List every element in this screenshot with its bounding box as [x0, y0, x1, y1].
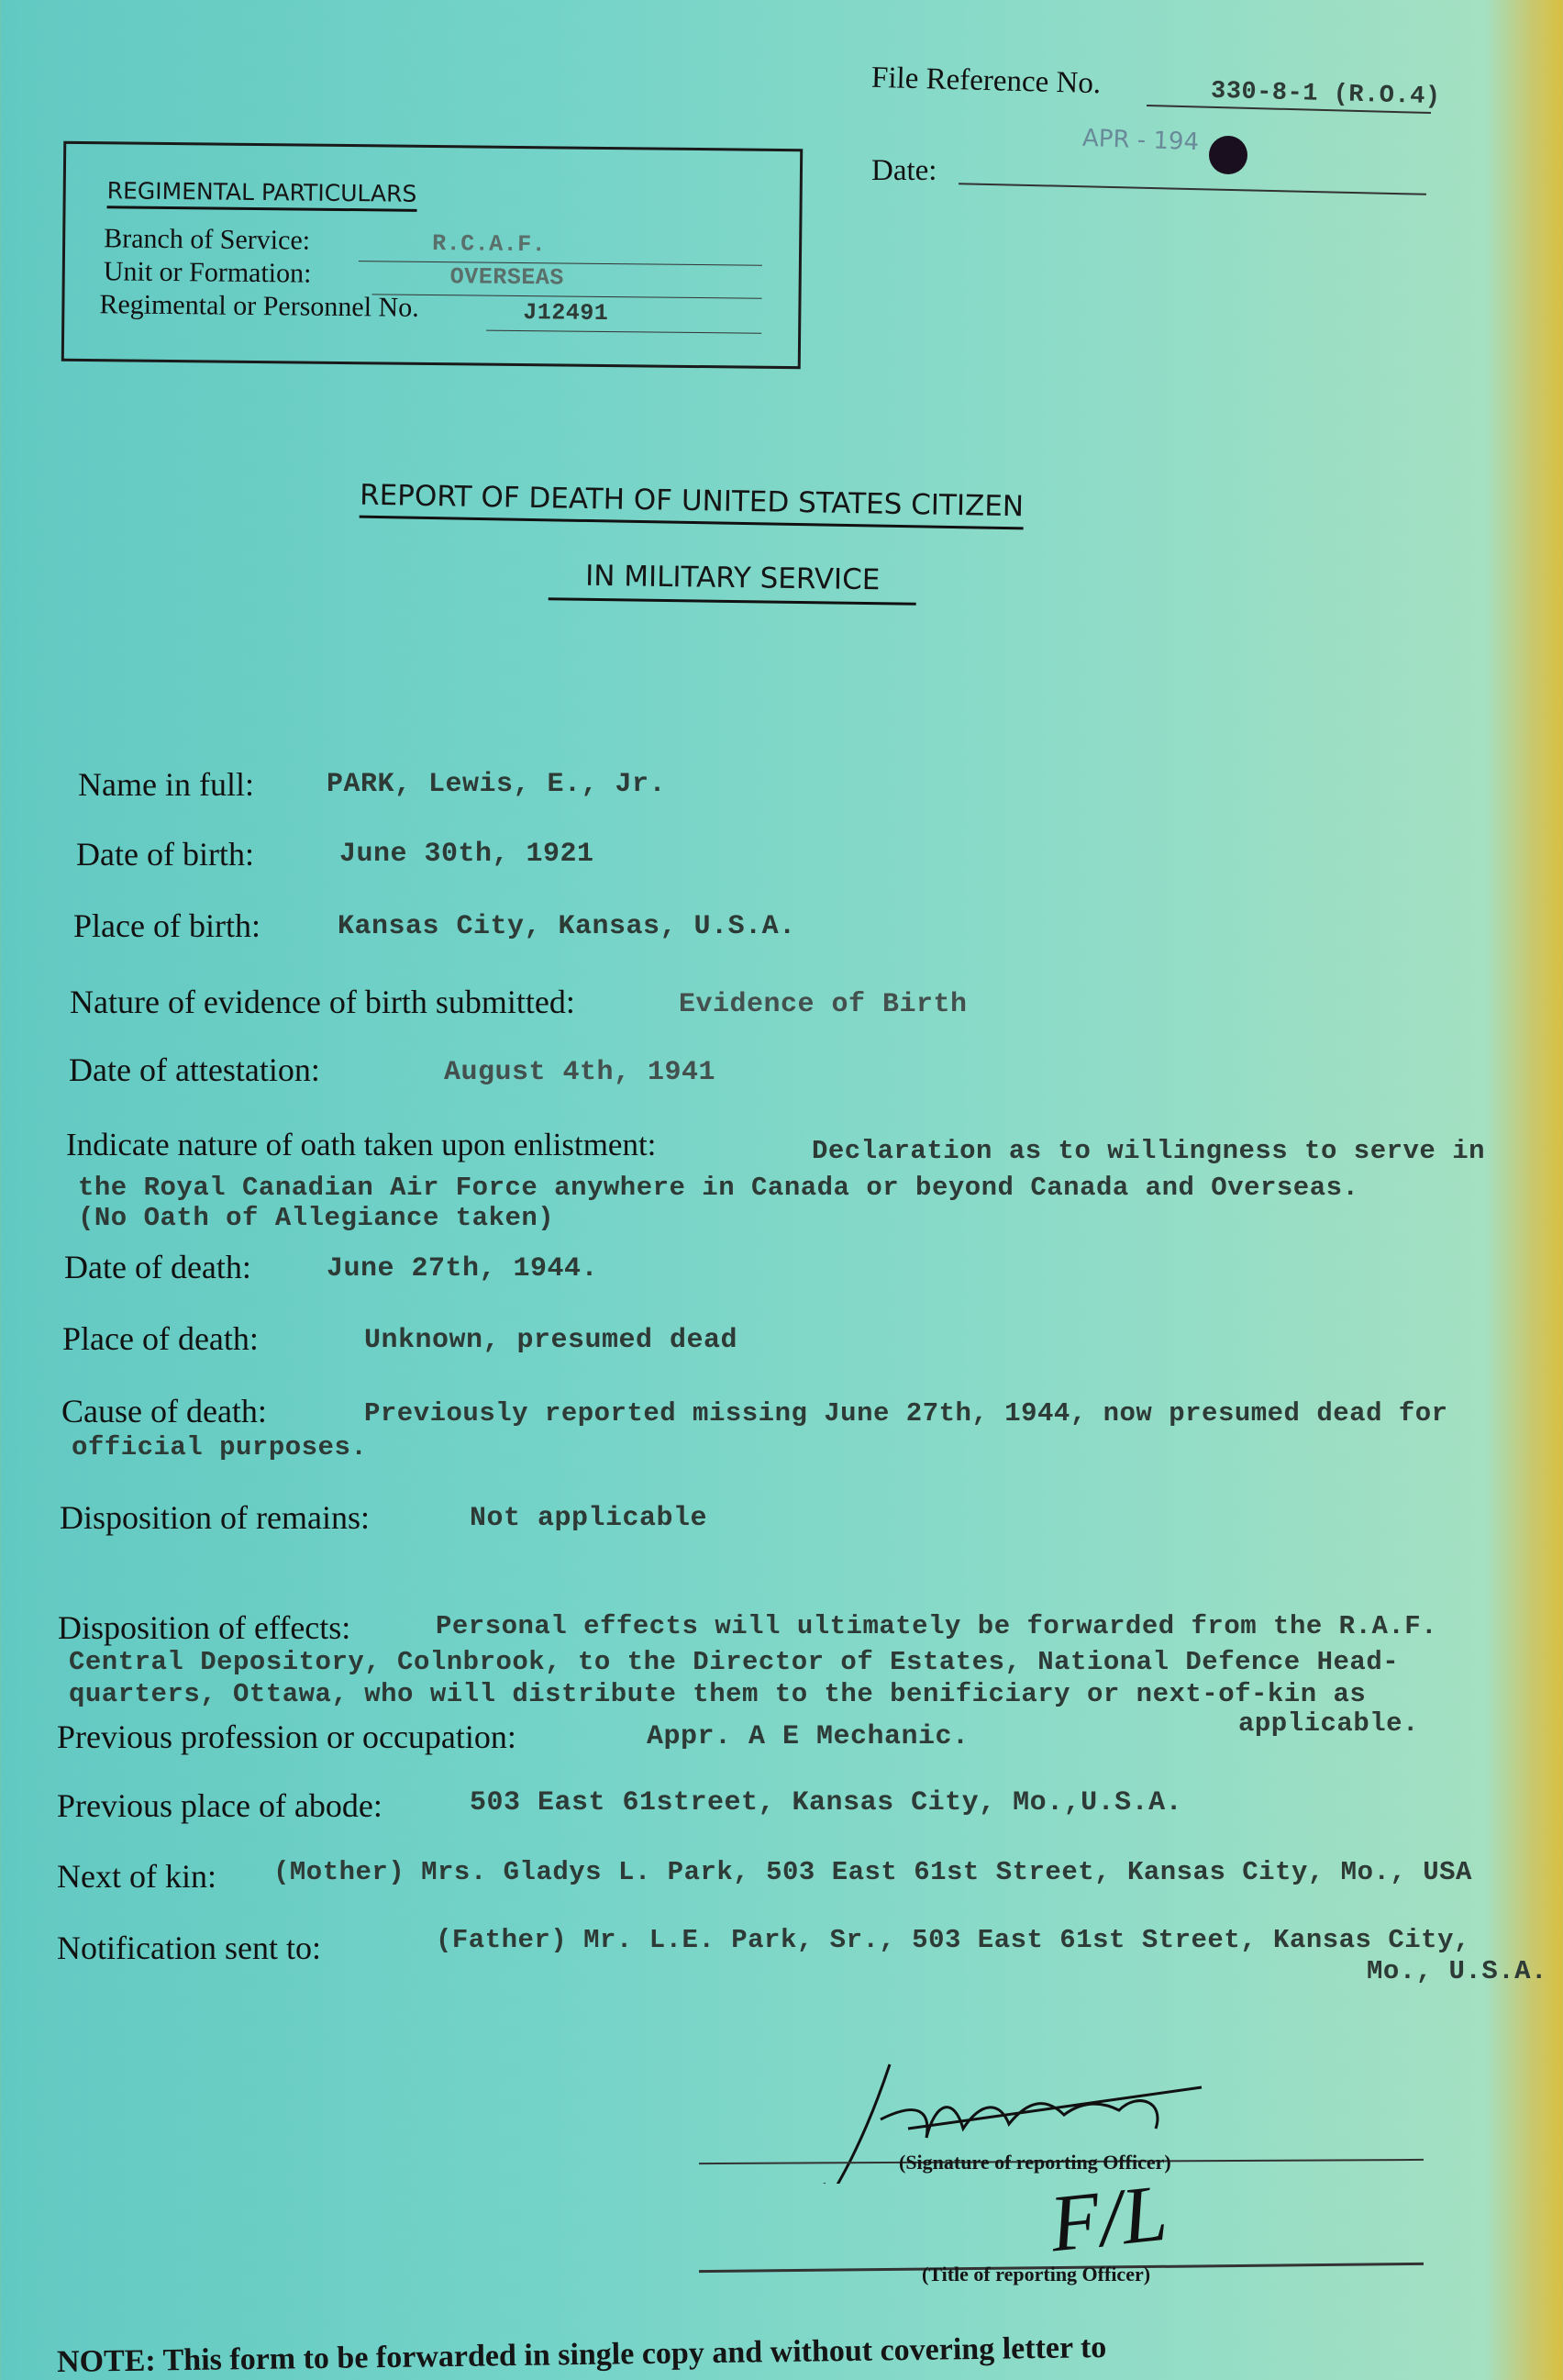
pob-label: Place of birth:	[73, 907, 260, 944]
notification-value-line1[interactable]: (Father) Mr. L.E. Park, Sr., 503 East 61st Street, Kansas City,	[436, 1925, 1470, 1955]
effects-label: Disposition of effects:	[58, 1609, 351, 1646]
date-line	[959, 183, 1426, 195]
regimental-title: REGIMENTAL PARTICULARS	[107, 177, 417, 212]
report-title-line2: IN MILITARY SERVICE	[549, 559, 917, 606]
officer-title-handwritten: F/L	[1046, 2168, 1171, 2270]
date-label: Date:	[871, 154, 937, 187]
abode-value[interactable]: 503 East 61street, Kansas City, Mo.,U.S.A.	[470, 1787, 1183, 1818]
unit-label: Unit or Formation:	[103, 256, 312, 289]
pob-value[interactable]: Kansas City, Kansas, U.S.A.	[338, 911, 796, 942]
note-text: NOTE: This form to be forwarded in single copy and without covering letter to	[56, 2330, 1107, 2379]
unit-value[interactable]: OVERSEAS	[449, 263, 564, 292]
branch-value[interactable]: R.C.A.F.	[431, 230, 547, 259]
remains-value[interactable]: Not applicable	[470, 1503, 708, 1534]
remains-label: Disposition of remains:	[60, 1499, 370, 1536]
evidence-label: Nature of evidence of birth submitted:	[70, 984, 575, 1020]
kin-label: Next of kin:	[57, 1858, 216, 1895]
effects-value-line2[interactable]: Central Depository, Colnbrook, to the Director of Estates, National Defence Head-	[69, 1647, 1400, 1677]
profession-label: Previous profession or occupation:	[57, 1718, 516, 1755]
personnel-number-label: Regimental or Personnel No.	[99, 289, 419, 323]
attestation-label: Date of attestation:	[69, 1051, 320, 1088]
pod-value[interactable]: Unknown, presumed dead	[364, 1325, 738, 1356]
effects-value-line4[interactable]: applicable.	[1238, 1708, 1419, 1739]
dod-label: Date of death:	[64, 1249, 251, 1285]
file-reference-label: File Reference No.	[870, 61, 1102, 101]
title-caption: (Title of reporting Officer)	[922, 2263, 1151, 2285]
file-reference-value[interactable]: 330-8-1 (R.O.4)	[1210, 77, 1441, 112]
effects-value-line3[interactable]: quarters, Ottawa, who will distribute them to the benificiary or next-of-kin as	[69, 1679, 1367, 1709]
name-label: Name in full:	[78, 766, 254, 803]
personnel-number-value[interactable]: J12491	[523, 299, 609, 328]
profession-value[interactable]: Appr. A E Mechanic.	[647, 1721, 970, 1752]
regimental-particulars-box	[61, 141, 803, 369]
name-value[interactable]: PARK, Lewis, E., Jr.	[327, 769, 667, 800]
unit-line	[372, 294, 762, 298]
notification-label: Notification sent to:	[57, 1930, 321, 1966]
kin-value[interactable]: (Mother) Mrs. Gladys L. Park, 503 East 61st Street, Kansas City, Mo., USA	[273, 1857, 1472, 1887]
ink-blot	[1209, 136, 1247, 174]
pod-label: Place of death:	[62, 1320, 259, 1357]
number-line	[486, 330, 761, 334]
dob-value[interactable]: June 30th, 1921	[339, 839, 594, 870]
notification-value-line2[interactable]: Mo., U.S.A.	[1367, 1956, 1547, 1986]
oath-value-line3[interactable]: (No Oath of Allegiance taken)	[78, 1203, 555, 1233]
cause-value-line2[interactable]: official purposes.	[72, 1432, 368, 1462]
dob-label: Date of birth:	[76, 836, 254, 873]
attestation-value[interactable]: August 4th, 1941	[444, 1057, 716, 1088]
abode-label: Previous place of abode:	[57, 1787, 382, 1824]
cause-value-line1[interactable]: Previously reported missing June 27th, 1944, now presumed dead for	[364, 1398, 1448, 1429]
date-stamp: APR - 194	[1081, 124, 1200, 157]
report-title-line1: REPORT OF DEATH OF UNITED STATES CITIZEN	[360, 479, 1025, 530]
cause-label: Cause of death:	[61, 1393, 267, 1429]
dod-value[interactable]: June 27th, 1944.	[327, 1253, 599, 1285]
effects-value-line1[interactable]: Personal effects will ultimately be forwarded from the R.A.F.	[436, 1611, 1438, 1641]
evidence-value[interactable]: Evidence of Birth	[679, 989, 968, 1020]
oath-value-line2[interactable]: the Royal Canadian Air Force anywhere in Canada or beyond Canada and Overseas.	[78, 1173, 1359, 1203]
branch-label: Branch of Service:	[103, 223, 311, 256]
signature-caption: (Signature of reporting Officer)	[899, 2151, 1171, 2174]
oath-value-line1[interactable]: Declaration as to willingness to serve in	[812, 1136, 1486, 1166]
oath-label: Indicate nature of oath taken upon enlistment:	[66, 1127, 657, 1162]
